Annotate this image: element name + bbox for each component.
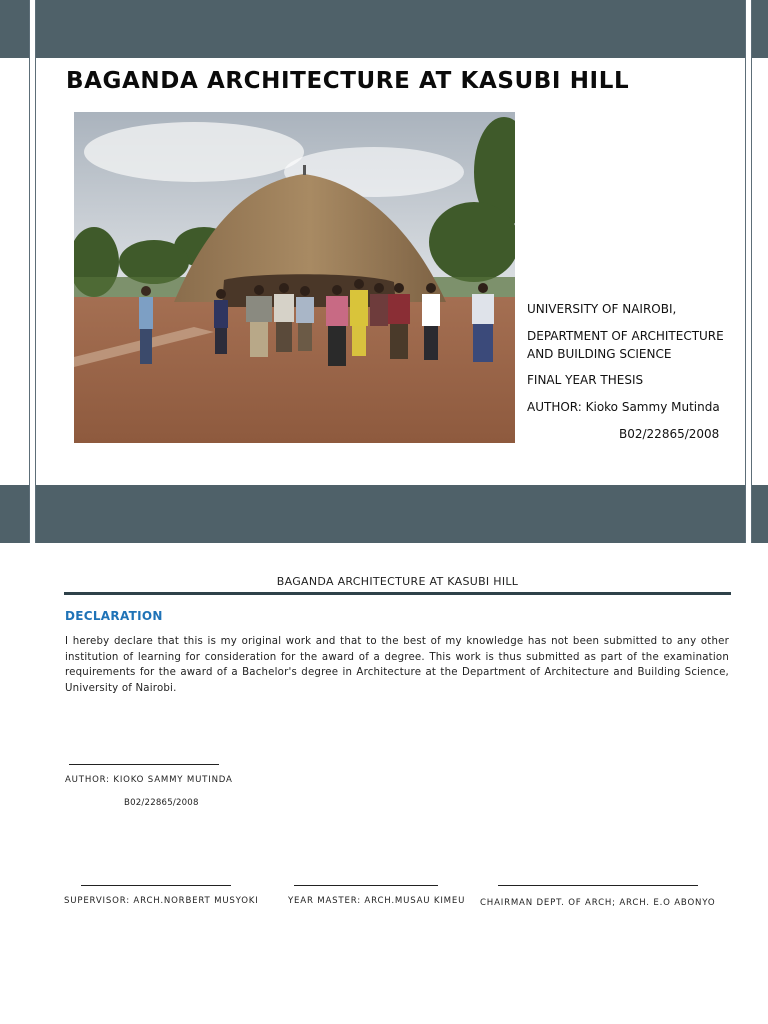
cover-title: BAGANDA ARCHITECTURE AT KASUBI HILL xyxy=(66,68,630,94)
cover-bottom-band-right xyxy=(752,485,768,543)
cover-university: UNIVERSITY OF NAIROBI, xyxy=(527,302,677,316)
cover-info-block xyxy=(527,300,737,452)
page-header-title: BAGANDA ARCHITECTURE AT KASUBI HILL xyxy=(276,575,519,588)
kasubi-tomb-illustration xyxy=(74,112,515,443)
page-header-rule xyxy=(64,592,731,595)
cover-bottom-band xyxy=(36,485,745,543)
kasubi-tomb-photo xyxy=(74,112,515,443)
declaration-body: I hereby declare that this is my original work and that to the best of my knowledge has not been submitted to any other institution of learning for consideration for the award of a degree. This work is thus submitted as part of the examination requirements for the award of a Bachelor's degree in Architecture at the Department of Architecture and Building Science, University of Nairobi. xyxy=(65,636,729,694)
cover-frame-line-right-outer xyxy=(751,0,752,543)
cover-thesis-type: FINAL YEAR THESIS xyxy=(527,373,644,387)
chairman-signature-label: CHAIRMAN DEPT. OF ARCH; ARCH. E.O ABONYO xyxy=(480,898,716,908)
cover-top-band-left xyxy=(0,0,29,58)
declaration-heading: DECLARATION xyxy=(65,609,163,623)
cover-frame-line-right xyxy=(745,0,746,543)
cover-department: DEPARTMENT OF ARCHITECTURE AND BUILDING SCIENCE xyxy=(527,329,724,361)
cover-bottom-band-left xyxy=(0,485,29,543)
author-signature-label: AUTHOR: KIOKO SAMMY MUTINDA xyxy=(65,775,233,785)
author-reg-number: B02/22865/2008 xyxy=(124,798,199,808)
cover-frame-line-left-inner xyxy=(35,0,36,543)
year-master-signature-line xyxy=(294,885,438,886)
cover-reg-number: B02/22865/2008 xyxy=(619,427,720,441)
supervisor-signature-label: SUPERVISOR: ARCH.NORBERT MUSYOKI xyxy=(64,896,259,906)
cover-top-band-right xyxy=(752,0,768,58)
author-signature-line xyxy=(69,764,219,765)
cover-frame-line-left xyxy=(29,0,30,543)
cover-author: AUTHOR: Kioko Sammy Mutinda xyxy=(527,400,720,414)
supervisor-signature-line xyxy=(81,885,231,886)
year-master-signature-label: YEAR MASTER: ARCH.MUSAU KIMEU xyxy=(288,896,466,906)
cover-top-band xyxy=(36,0,745,58)
chairman-signature-line xyxy=(498,885,698,886)
